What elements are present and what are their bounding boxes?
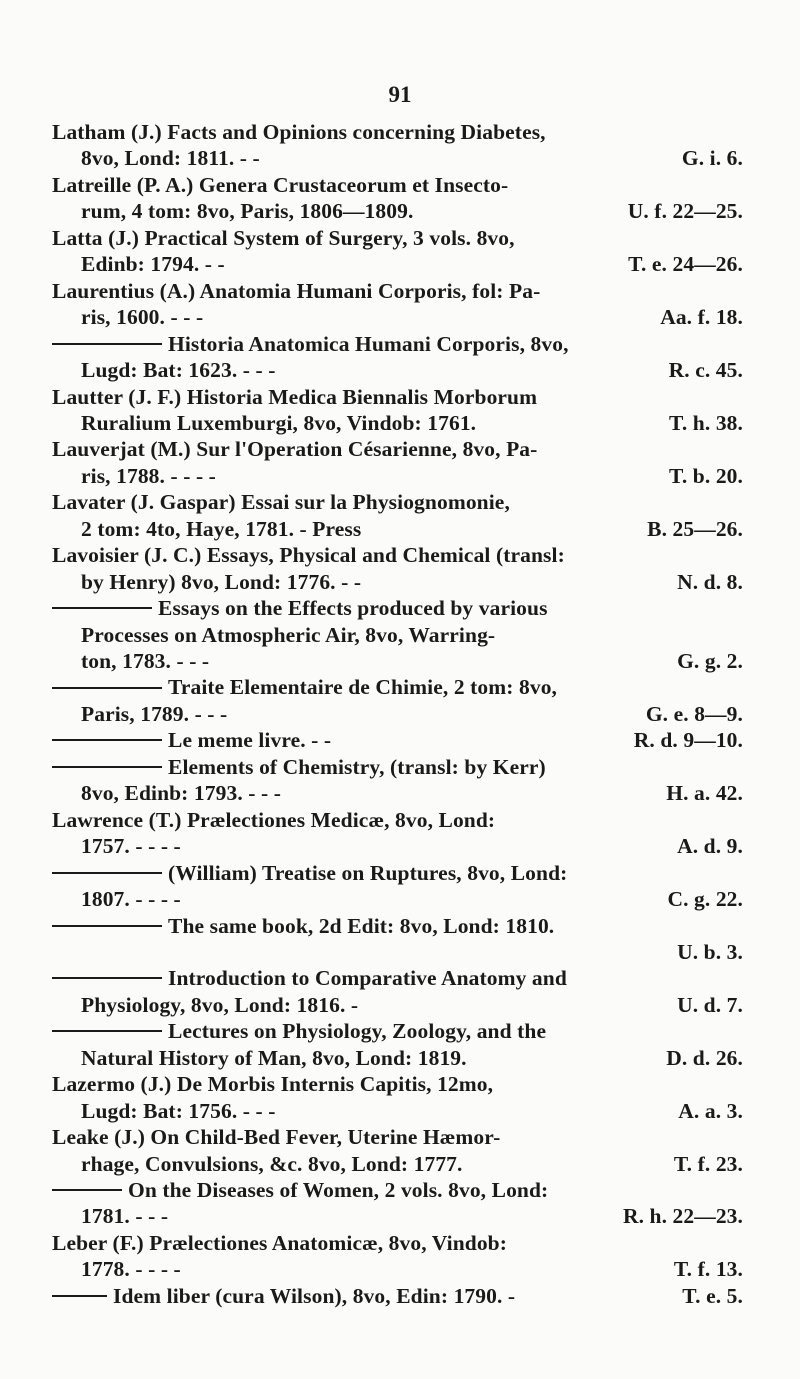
page-number: 91 [388, 82, 412, 107]
shelf-mark: T. e. 24—26. [628, 252, 743, 277]
entry-text [81, 146, 260, 171]
catalogue-line [0, 464, 800, 490]
entry-text [52, 543, 565, 568]
entry-label: Introduction to Comparative Anatomy and [168, 966, 567, 991]
catalogue-line [0, 173, 800, 199]
catalogue-line [0, 993, 800, 1019]
catalogue-line [0, 966, 800, 992]
entry-text [52, 1125, 500, 1150]
entry-text [52, 1072, 493, 1097]
entry-label: 1757. - - - - [81, 834, 181, 859]
ditto-rule [52, 766, 162, 768]
catalogue-line [0, 755, 800, 781]
catalogue-line [0, 808, 800, 834]
catalogue-line [0, 675, 800, 701]
shelf-mark: D. d. 26. [666, 1045, 743, 1070]
entry-text [52, 1178, 548, 1203]
catalogue-line [0, 623, 800, 649]
catalogue-line [0, 490, 800, 516]
entry-text [52, 596, 548, 621]
ditto-rule [52, 872, 162, 874]
catalogue-line [0, 887, 800, 913]
catalogue-line [0, 702, 800, 728]
entry-text [81, 358, 276, 383]
entry-text [52, 1284, 515, 1309]
entry-label: Edinb: 1794. - - [81, 252, 225, 277]
shelf-mark: A. a. 3. [678, 1098, 743, 1123]
ditto-rule [52, 1030, 162, 1032]
catalogue-line [0, 940, 800, 966]
entry-text [52, 808, 495, 833]
entry-label: Lawrence (T.) Prælectiones Medicæ, 8vo, Lond: [52, 807, 496, 832]
entry-label: Lugd: Bat: 1756. - - - [81, 1098, 276, 1123]
entry-label: 1807. - - - - [81, 887, 181, 912]
entry-label: 2 tom: 4to, Haye, 1781. - Press [81, 516, 362, 541]
catalogue-line [0, 1099, 800, 1125]
catalogue-line [0, 1284, 800, 1310]
catalogue-line [0, 1231, 800, 1257]
entry-text [81, 834, 181, 859]
entry-text [81, 993, 358, 1018]
catalogue-line [0, 120, 800, 146]
entry-text [52, 675, 557, 700]
entry-label: 1778. - - - - [81, 1257, 181, 1282]
entry-label: Ruralium Luxemburgi, 8vo, Vindob: 1761. [81, 410, 477, 435]
entry-text [52, 966, 567, 991]
catalogue-line [0, 252, 800, 278]
ditto-rule [52, 1295, 107, 1297]
catalogue-line [0, 437, 800, 463]
shelf-mark: U. b. 3. [677, 939, 743, 964]
entry-text [52, 861, 567, 886]
entry-label: Idem liber (cura Wilson), 8vo, Edin: 1790. - [113, 1283, 516, 1308]
ditto-rule [52, 977, 162, 979]
entry-label: rhage, Convulsions, &c. 8vo, Lond: 1777. [81, 1151, 463, 1176]
catalogue-line [0, 226, 800, 252]
shelf-mark: G. e. 8—9. [645, 701, 743, 726]
entry-label: Latreille (P. A.) Genera Crustaceorum et Insecto- [52, 172, 509, 197]
entry-text [81, 411, 476, 436]
catalogue-line [0, 305, 800, 331]
entry-label: Physiology, 8vo, Lond: 1816. - [81, 992, 359, 1017]
entry-text [52, 755, 546, 780]
shelf-mark: A. d. 9. [677, 834, 743, 859]
entry-text [52, 279, 540, 304]
catalogue-line [0, 1178, 800, 1204]
entry-text [52, 728, 331, 753]
shelf-mark: T. h. 38. [669, 410, 743, 435]
entry-label: Elements of Chemistry, (transl: by Kerr) [168, 754, 546, 779]
entry-text [81, 252, 225, 277]
entry-label: Essays on the Effects produced by various [158, 596, 548, 621]
catalogue-line [0, 914, 800, 940]
catalogue-line [0, 570, 800, 596]
entry-text [81, 1046, 467, 1071]
entry-text [81, 464, 216, 489]
entry-text [52, 120, 546, 145]
entry-text [81, 649, 209, 674]
catalogue-line [0, 1046, 800, 1072]
ditto-rule [52, 343, 162, 345]
entry-label: (William) Treatise on Ruptures, 8vo, Lond: [168, 860, 568, 885]
entry-text [52, 385, 537, 410]
entry-label: Latta (J.) Practical System of Surgery, 3 vols. 8vo, [52, 225, 515, 250]
entry-text [52, 226, 515, 251]
catalogue-line [0, 834, 800, 860]
entry-text [81, 305, 203, 330]
catalogue-line [0, 1019, 800, 1045]
catalogue-line [0, 728, 800, 754]
entry-text [81, 199, 413, 224]
entry-label: Historia Anatomica Humani Corporis, 8vo, [168, 331, 569, 356]
entry-label: Lautter (J. F.) Historia Medica Biennalis Morborum [52, 384, 538, 409]
entry-label: 8vo, Edinb: 1793. - - - [81, 781, 281, 806]
entry-text [52, 332, 569, 357]
entry-label: Leber (F.) Prælectiones Anatomicæ, 8vo, Vindob: [52, 1230, 507, 1255]
ditto-rule [52, 925, 162, 927]
entry-text [52, 490, 510, 515]
entry-label: ris, 1600. - - - [81, 305, 204, 330]
catalogue-line [0, 146, 800, 172]
catalogue-line [0, 1152, 800, 1178]
entry-label: rum, 4 tom: 8vo, Paris, 1806—1809. [81, 199, 414, 224]
entry-text [52, 1231, 507, 1256]
entry-text [81, 781, 281, 806]
catalogue-line [0, 1204, 800, 1230]
entry-label: Lectures on Physiology, Zoology, and the [168, 1019, 547, 1044]
shelf-mark: Aa. f. 18. [660, 305, 743, 330]
catalogue-line [0, 1257, 800, 1283]
entry-text [81, 702, 227, 727]
catalogue-line [0, 781, 800, 807]
entry-text [52, 173, 508, 198]
catalogue-line [0, 279, 800, 305]
entry-label: Lauverjat (M.) Sur l'Operation Césarienne, 8vo, Pa- [52, 437, 538, 462]
catalogue-line [0, 358, 800, 384]
entry-text [52, 437, 537, 462]
shelf-mark: R. h. 22—23. [622, 1204, 743, 1229]
ditto-rule [52, 687, 162, 689]
shelf-mark: B. 25—26. [647, 516, 743, 541]
entry-label: 1781. - - - [81, 1204, 169, 1229]
entry-label: by Henry) 8vo, Lond: 1776. - - [81, 569, 362, 594]
catalogue-line [0, 861, 800, 887]
entry-label: Processes on Atmospheric Air, 8vo, Warring- [81, 622, 496, 647]
entry-label: Latham (J.) Facts and Opinions concerning Diabetes, [52, 120, 546, 144]
catalogue-line [0, 543, 800, 569]
shelf-mark: R. d. 9—10. [633, 728, 743, 753]
entry-label: Le meme livre. - - [168, 728, 332, 753]
ditto-rule [52, 1189, 122, 1191]
entry-label: Lazermo (J.) De Morbis Internis Capitis, 12mo, [52, 1072, 494, 1097]
entry-label: Laurentius (A.) Anatomia Humani Corporis, fol: Pa- [52, 278, 541, 303]
shelf-mark: T. f. 23. [673, 1151, 743, 1176]
catalogue-line [0, 649, 800, 675]
entry-label: Leake (J.) On Child-Bed Fever, Uterine Hæmor- [52, 1125, 501, 1150]
entry-label: Traite Elementaire de Chimie, 2 tom: 8vo, [168, 675, 558, 700]
shelf-mark: U. d. 7. [677, 992, 743, 1017]
catalogue-line [0, 332, 800, 358]
ditto-rule [52, 607, 152, 609]
shelf-mark: N. d. 8. [677, 569, 743, 594]
entry-label: On the Diseases of Women, 2 vols. 8vo, Lond: [128, 1178, 549, 1202]
catalogue-line [0, 596, 800, 622]
entry-label: Natural History of Man, 8vo, Lond: 1819. [81, 1045, 467, 1070]
entry-label: 8vo, Lond: 1811. - - [81, 146, 260, 171]
catalogue-line [0, 517, 800, 543]
entry-label: ris, 1788. - - - - [81, 463, 216, 488]
shelf-mark: T. e. 5. [682, 1283, 743, 1308]
shelf-mark: H. a. 42. [666, 781, 743, 806]
entry-text [81, 517, 361, 542]
shelf-mark: G. g. 2. [677, 649, 743, 673]
entry-text [81, 623, 495, 648]
entry-label: Lavater (J. Gaspar) Essai sur la Physiognomonie, [52, 490, 510, 515]
entry-text [52, 1019, 546, 1044]
entry-text [81, 1152, 463, 1177]
shelf-mark: G. i. 6. [681, 146, 743, 171]
catalogue-line [0, 199, 800, 225]
shelf-mark: R. c. 45. [668, 358, 743, 383]
shelf-mark: C. g. 22. [667, 887, 743, 912]
shelf-mark: T. f. 13. [673, 1257, 743, 1282]
shelf-mark: U. f. 22—25. [627, 199, 743, 224]
entry-text [81, 1257, 181, 1282]
entry-text [81, 887, 181, 912]
shelf-mark: T. b. 20. [669, 463, 743, 488]
entry-label: ton, 1783. - - - [81, 649, 210, 673]
entry-text [81, 1099, 276, 1124]
entry-label: Lavoisier (J. C.) Essays, Physical and Chemical (transl: [52, 543, 565, 568]
entry-label: The same book, 2d Edit: 8vo, Lond: 1810. [168, 913, 555, 938]
entry-label: Paris, 1789. - - - [81, 701, 228, 726]
entry-label: Lugd: Bat: 1623. - - - [81, 358, 276, 383]
entry-text [81, 570, 361, 595]
catalogue-line [0, 1125, 800, 1151]
catalogue-line [0, 1072, 800, 1098]
entry-text [52, 914, 554, 939]
ditto-rule [52, 739, 162, 741]
entry-text [81, 1204, 168, 1229]
catalogue-line [0, 411, 800, 437]
catalogue-line [0, 385, 800, 411]
